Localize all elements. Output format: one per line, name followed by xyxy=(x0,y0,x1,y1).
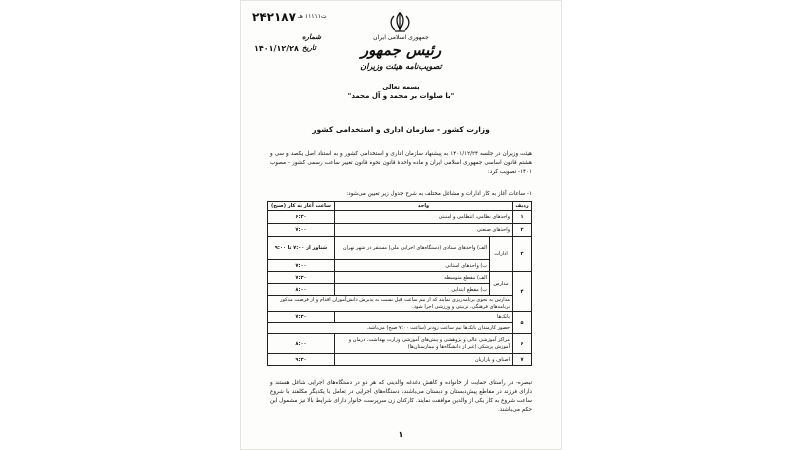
iran-emblem-icon xyxy=(386,11,414,33)
table-row xyxy=(268,323,532,334)
row-number: ۲ xyxy=(513,224,532,237)
serial-number: ۲۴۲۱۸۷ xyxy=(252,10,296,24)
row-number: ۷ xyxy=(513,354,532,366)
note-cell: مدارس به نحوی برنامه‌ریزی نمایند که از نیم ساعت قبل نسبت به پذیرش دانش‌آموزان اقدام و از فرصت مذکور برنامه‌های فرهنگی، تربیتی و ورزشی اجرا شود. xyxy=(268,296,513,312)
unit-cell: واحدهای نظامی، انتظامی و امنیتی xyxy=(335,211,513,224)
unit-cell: الف) مقطع متوسطه xyxy=(335,272,490,284)
unit-cell: الف) واحدهای ستادی (دستگاه‌های اجرایی ملی) مستقر در شهر تهران xyxy=(335,237,490,260)
serial-label: ت۱۱۱۱۱ هـ xyxy=(298,13,327,20)
unit-cell: مراکز آموزشی عالی و پژوهشی و پیش‌های آموزشی وزارت بهداشت، درمان و آموزش پزشکی (غیر از دانشگاه‌ها و بیمارستان‌ها) xyxy=(335,334,513,354)
table-row xyxy=(268,334,532,354)
intro-paragraph: هیئت وزیران در جلسه ۱۴۰۱/۱۲/۲۴ به پیشنهاد سازمان اداری و استخدامی کشور و به استناد اصل یکصد و سی و هشتم قانون اساسی جمهوری اسلامی ایران و ماده واحدهٔ قانون نحوه قانون تغییر ساعت رسمی کشور - مصوب ۱۴۰۱- تصویب کرد: xyxy=(270,151,532,175)
group-label: مدارس xyxy=(490,272,513,296)
date-value: ۱۴۰۱/۱۲/۲۸ xyxy=(254,44,299,53)
document-page xyxy=(240,0,562,450)
header-unit-cell: واحد xyxy=(335,202,513,211)
time-cell: ۷:۳۰ xyxy=(268,272,335,284)
time-cell: ۶:۳۰ xyxy=(268,211,335,224)
unit-cell: واحدهای صنعتی xyxy=(335,224,513,237)
basmala: بسمه تعالی xyxy=(382,83,420,91)
row-number: ۱ xyxy=(513,211,532,224)
unit-cell: ب) واحدهای استانی xyxy=(335,260,490,272)
president-title: رئیس جمهور xyxy=(360,41,442,59)
unit-cell: ب) مقطع ابتدایی xyxy=(335,284,490,296)
row-number: ۴ xyxy=(513,272,532,312)
note-cell: حضور کارمندان بانک‌ها نیم ساعت زودتر (ساعت ۷:۰۰ صبح) می‌باشد. xyxy=(268,323,513,334)
time-cell: ۹:۳۰ xyxy=(268,354,335,366)
time-cell: ۸:۰۰ xyxy=(268,284,335,296)
unit-cell: بانک‌ها xyxy=(335,312,513,323)
time-cell: ۸:۰۰ xyxy=(268,334,335,354)
row-number: ۵ xyxy=(513,312,532,334)
table-row xyxy=(268,296,532,312)
number-label: شماره xyxy=(302,33,322,41)
header-row-cell: ردیف xyxy=(513,202,532,211)
time-cell: شناور از ۷:۰۰ تا ۹:۰۰ xyxy=(268,237,335,260)
row-number: ۶ xyxy=(513,334,532,354)
salawat: "با صلوات بر محمد و آل محمد" xyxy=(347,92,455,100)
schedule-table xyxy=(267,201,532,366)
republic-title: جمهوری اسلامی ایران xyxy=(373,34,429,41)
header-time-cell: ساعت آغاز به کار (صبح) xyxy=(268,202,335,211)
page-number: ۱ xyxy=(398,430,404,439)
table-header-row xyxy=(268,202,532,211)
time-cell: ۷:۰۰ xyxy=(268,224,335,237)
table-row xyxy=(268,354,532,366)
table-row xyxy=(268,312,532,323)
row-number: ۳ xyxy=(513,237,532,272)
time-cell: ۷:۰۰ xyxy=(268,260,335,272)
table-row xyxy=(268,237,532,260)
group-label: ادارات xyxy=(490,237,513,272)
table-row xyxy=(268,211,532,224)
cabinet-title: تصویب‌نامه هیئت وزیران xyxy=(360,62,442,71)
recipient: وزارت کشور - سازمان اداری و استخدامی کشور xyxy=(312,125,490,134)
table-row xyxy=(268,272,532,284)
date-label: تاریخ xyxy=(302,44,316,52)
clause-1: ۱- ساعات آغاز به کار ادارات و مشاغل مختلف به شرح جدول زیر تعیین می‌شود: xyxy=(346,191,532,197)
note-paragraph: تبصره- در راستای حمایت از خانواده و کاهش دغدغه والدینی که هر دو در دستگاه‌های اجرایی شاغل هستند و دارای فرزند در مقاطع پیش‌دبستان و دبستان می‌باشند، دستگاه‌های اجرایی در تعامل با یکدیگر مکلفند با شروع ساعت شروع به کار یکی از والدین موافقت نمایند. کارکنان زن سرپرست خانوار دارای شرایط بالا نیز مشمول این حکم می‌باشند. xyxy=(270,380,532,413)
time-cell: ۷:۳۰ xyxy=(268,312,335,323)
unit-cell: اصناف و بازاریان xyxy=(335,354,513,366)
table-row xyxy=(268,224,532,237)
